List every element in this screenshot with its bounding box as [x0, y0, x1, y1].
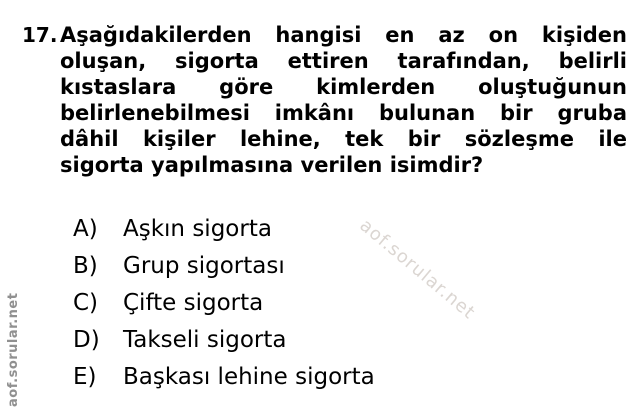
question-text	[60, 22, 627, 178]
question-line: sigorta yapılmasına verilen isimdir?	[60, 153, 484, 177]
option-a	[73, 211, 375, 248]
option-letter: C)	[73, 290, 99, 316]
question-number: 17.	[22, 23, 58, 47]
question-line: dâhil kişiler lehine, tek bir sözleşme ile	[60, 127, 627, 151]
option-text: Grup sigortası	[123, 253, 285, 279]
options-list	[73, 211, 375, 396]
option-e	[73, 359, 375, 396]
option-b	[73, 248, 375, 285]
question-line: oluşan, sigorta ettiren tarafından, belirli	[60, 49, 627, 73]
option-text: Çifte sigorta	[123, 290, 264, 316]
option-letter: A)	[73, 216, 98, 242]
option-d	[73, 322, 375, 359]
question-line: kıstaslara göre kimlerden oluştuğunun	[60, 75, 627, 99]
watermark-vertical: aof.sorular.net	[6, 292, 21, 407]
option-text: Takseli sigorta	[123, 327, 287, 353]
watermark-diagonal: aof.sorular.net	[355, 215, 480, 324]
option-letter: D)	[73, 327, 100, 353]
option-c	[73, 285, 375, 322]
question-line: belirlenebilmesi imkânı bulunan bir gruba	[60, 101, 627, 125]
question-line: Aşağıdakilerden hangisi en az on kişiden	[60, 23, 627, 47]
option-letter: B)	[73, 253, 98, 279]
option-letter: E)	[73, 364, 97, 390]
option-text: Aşkın sigorta	[123, 216, 272, 242]
option-text: Başkası lehine sigorta	[123, 364, 375, 390]
